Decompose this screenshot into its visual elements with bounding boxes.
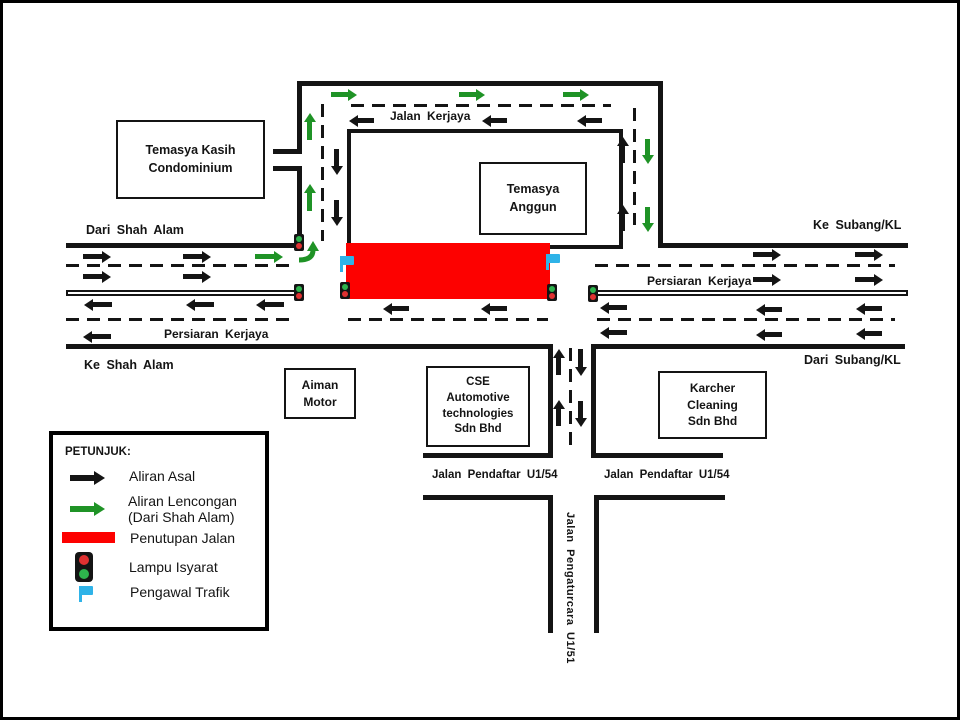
diversion-arrow-east [255,254,274,259]
building-label-line: Cleaning [687,397,738,412]
label-jalan-pengaturcara: Jalan Pengaturcara U1/51 [564,512,576,664]
diversion-arrow-south [645,207,650,223]
flow-arrow-east [183,274,202,279]
road-vroad-upper-right [591,344,596,458]
traffic-light-icon [294,284,304,301]
flow-arrow-west [765,307,782,312]
building-label-line: Temasya [506,182,560,196]
legend-title: PETUNJUK: [65,446,131,458]
flow-arrow-west [358,118,374,123]
road-persiaran-north-west [66,243,301,248]
building-aiman-motor [284,368,356,419]
building-label-line: Temasya Kasih [145,143,236,157]
dash-mid-westbound [348,318,548,321]
flow-arrow-west [609,305,627,310]
dash-west-eastbound [66,264,294,267]
flow-arrow-south [334,149,339,166]
flow-arrow-east [83,254,102,259]
label-jalan-kerjaya: Jalan Kerjaya [390,109,471,123]
legend-item-label: Aliran Lencongan [128,493,237,509]
flow-arrow-west [865,306,882,311]
road-pendaftar-north-east [591,453,723,458]
green-arrow-icon [70,506,94,512]
building-label-line: technologies [442,407,514,420]
flow-arrow-west [490,306,507,311]
building-temasya-anggun-label-box [479,162,587,235]
flow-arrow-north [556,409,561,426]
legend-item-label: Penutupan Jalan [130,530,236,546]
dash-east-westbound [597,318,895,321]
diversion-arrow-south [645,139,650,155]
flow-arrow-east [183,254,202,259]
black-arrow-icon [70,475,94,481]
flow-arrow-west [195,302,214,307]
road-loop-right [658,81,663,248]
building-label-line: Anggun [509,199,557,214]
flow-arrow-north [620,214,625,231]
building-temasya-kasih [116,120,265,199]
dash-loop-top [351,104,611,107]
diversion-arrow-north [307,193,312,211]
legend-item-label: Lampu Isyarat [129,559,218,575]
road-closure-icon [62,532,115,543]
road-persiaran-south-west [66,344,550,349]
flow-arrow-west [609,330,627,335]
diversion-arrow-north [307,122,312,140]
traffic-light-icon [547,284,557,301]
road-closure-area [346,243,550,299]
flow-arrow-east [753,277,772,282]
building-label-line: Sdn Bhd [454,423,502,436]
label-jalan-pendaftar-west: Jalan Pendaftar U1/54 [432,469,558,481]
traffic-light-icon [588,285,598,302]
road-vroad-lower-left [548,495,553,633]
legend-item-label: (Dari Shah Alam) [128,509,235,525]
median-west [66,290,300,296]
building-label-line: Automotive [446,391,510,404]
flow-arrow-west [265,302,284,307]
building-cse [426,366,530,447]
flow-arrow-east [753,252,772,257]
traffic-light-icon [294,234,304,251]
diversion-arrow-east [459,92,476,97]
diversion-arrow-east [563,92,580,97]
traffic-marshal-flag-icon [340,256,356,272]
label-persiaran-kerjaya-east: Persiaran Kerjaya [647,274,752,288]
flow-arrow-east [855,277,874,282]
road-vroad-lower-right [594,495,599,633]
traffic-marshal-flag-icon [79,586,95,602]
flow-arrow-west [586,118,602,123]
flow-arrow-west [392,306,409,311]
building-label-line: Sdn Bhd [687,414,738,429]
building-karcher [658,371,767,439]
flow-arrow-north [620,146,625,163]
flow-arrow-west [865,331,882,336]
label-ke-subang-kl: Ke Subang/KL [813,218,902,232]
label-dari-subang-kl: Dari Subang/KL [804,353,901,367]
legend-item-label: Pengawal Trafik [130,584,230,600]
road-loop-left-upper [297,81,302,151]
building-label-line: Motor [303,394,337,409]
label-dari-shah-alam: Dari Shah Alam [86,223,184,237]
flow-arrow-south [578,349,583,367]
label-ke-shah-alam: Ke Shah Alam [84,358,174,372]
legend-box [49,431,269,631]
label-jalan-pendaftar-east: Jalan Pendaftar U1/54 [604,469,730,481]
road-pendaftar-south-east [594,495,725,500]
traffic-light-icon [340,282,350,299]
building-label-line: Karcher [689,380,736,395]
diversion-arrow-east [331,92,348,97]
label-persiaran-kerjaya-west: Persiaran Kerjaya [164,327,269,341]
building-label-line: Aiman [301,377,339,392]
road-persiaran-north-east [658,243,908,248]
dash-east-eastbound [595,264,895,267]
flow-arrow-west [92,334,111,339]
building-label-line: CSE [466,376,490,389]
road-pendaftar-north-west [423,453,553,458]
dash-west-westbound [66,318,294,321]
flow-arrow-south [578,401,583,418]
flow-arrow-west [765,332,782,337]
flow-arrow-east [83,274,102,279]
building-label-line: Condominium [148,160,233,175]
traffic-light-icon [75,552,93,582]
dash-vroad-center [569,348,572,452]
road-loop-top [297,81,663,86]
road-pendaftar-south-west [423,495,553,500]
dash-loop-right [633,108,636,225]
median-east [592,290,908,296]
flow-arrow-north [556,358,561,375]
traffic-marshal-flag-icon [546,254,562,270]
legend-item-label: Aliran Asal [129,468,196,484]
road-condo-stub-top [273,149,302,154]
flow-arrow-east [855,252,874,257]
dash-loop-left [321,104,324,241]
road-persiaran-south-east [594,344,905,349]
flow-arrow-west [491,118,507,123]
flow-arrow-west [93,302,112,307]
flow-arrow-south [334,200,339,217]
